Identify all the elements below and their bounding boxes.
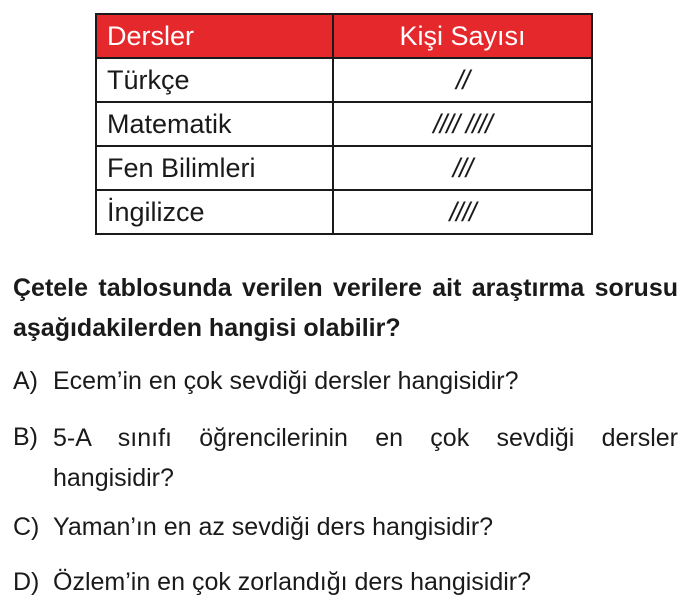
row-tally: // — [333, 58, 592, 102]
option-c[interactable] — [13, 508, 678, 546]
row-subject: Fen Bilimleri — [96, 146, 333, 190]
option-text: Ecem’in en çok sevdiği dersler hangisidir? — [53, 367, 519, 395]
option-text: Yaman’ın en az sevdiği ders hangisidir? — [53, 513, 494, 541]
option-a[interactable] — [13, 362, 678, 400]
row-tally: /// — [333, 146, 592, 190]
option-text: Özlem’in en çok zorlandığı ders hangisidir? — [53, 568, 532, 596]
row-subject: Türkçe — [96, 58, 333, 102]
option-d[interactable] — [13, 563, 678, 601]
row-subject: İngilizce — [96, 190, 333, 234]
table-row — [96, 190, 592, 234]
option-letter: B) — [13, 423, 38, 451]
header-subject: Dersler — [96, 14, 333, 58]
question-text: Çetele tablosunda verilen verilere ait araştırma sorusu aşağıdakilerden hangisi olabilir? — [13, 274, 678, 342]
option-letter: A) — [13, 367, 38, 395]
header-count: Kişi Sayısı — [333, 14, 592, 58]
table-header-row — [96, 14, 592, 58]
tally-table — [95, 13, 593, 235]
table-row — [96, 146, 592, 190]
row-subject: Matematik — [96, 102, 333, 146]
table-row — [96, 102, 592, 146]
option-text: 5-A sınıfı öğrencilerinin en çok sevdiği dersler hangisidir? — [53, 424, 678, 492]
option-b[interactable] — [13, 418, 678, 498]
row-tally: //// //// — [333, 102, 592, 146]
option-letter: D) — [13, 568, 40, 596]
row-tally: //// — [333, 190, 592, 234]
option-letter: C) — [13, 513, 40, 541]
table-row — [96, 58, 592, 102]
